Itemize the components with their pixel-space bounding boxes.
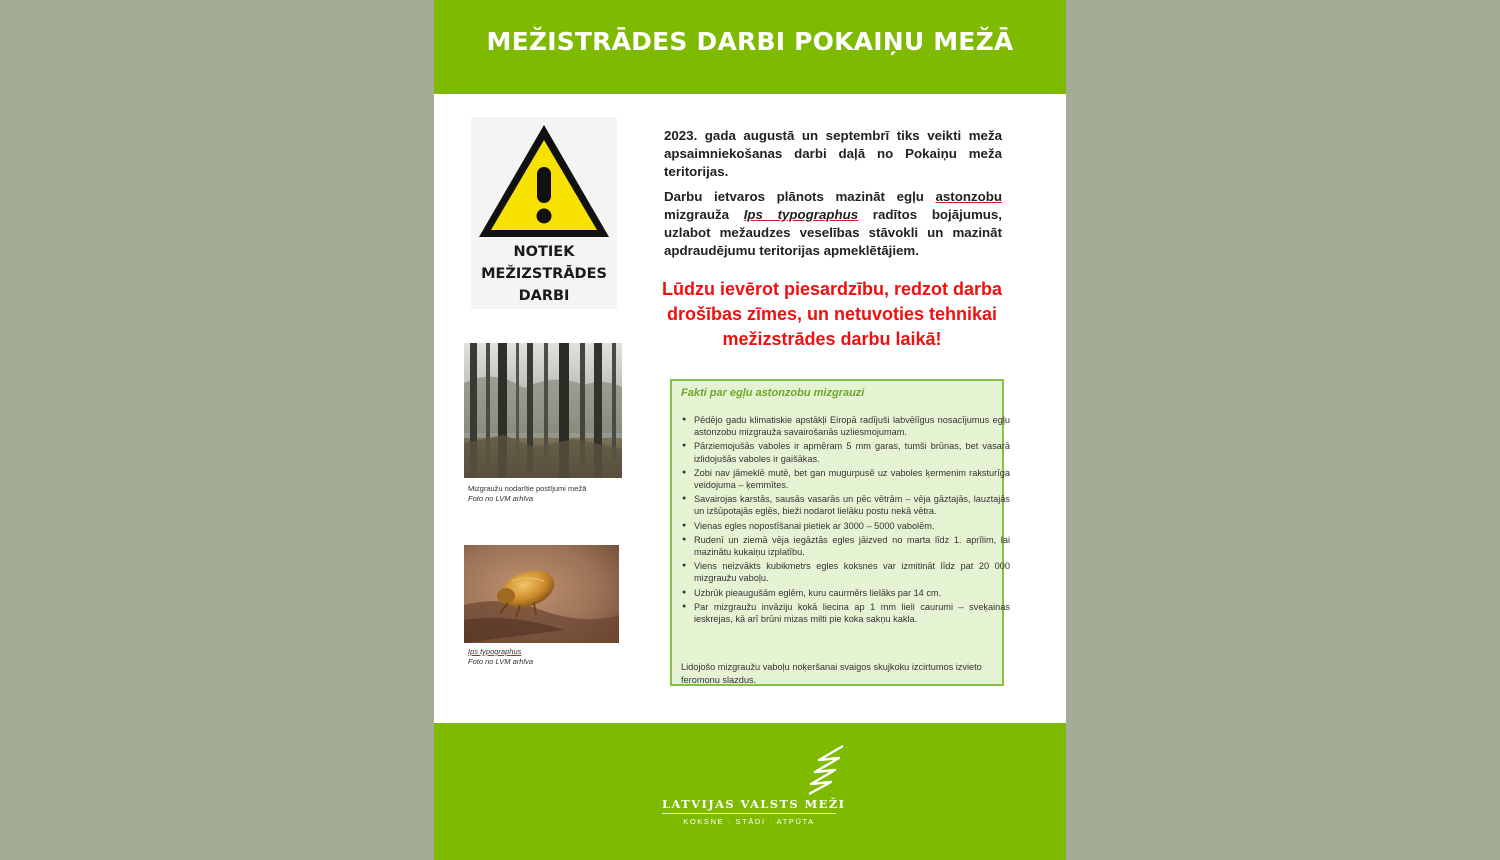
logo-divider [662, 813, 836, 814]
page-title: MEŽISTRĀDES DARBI POKAIŅU MEŽĀ [486, 26, 1014, 56]
caption-text: Mizgraužu nodarītie postījumi mežā [468, 484, 587, 493]
intro-species-name: Ips typographus [743, 207, 859, 222]
intro-paragraph: 2023. gada augustā un septembrī tiks veikti meža apsaimniekošanas darbi daļā no Pokaiņu meža teritorijas. [664, 128, 1002, 179]
photo-caption [468, 484, 586, 504]
sign-line: NOTIEK [513, 244, 575, 260]
fact-item: ● Zobi nav jāmeklē mutē, bet gan mugurpusē uz vaboles ķermenim raksturīga veidojuma – ķemmītes. [694, 467, 1016, 491]
intro-text [664, 127, 1002, 267]
fact-item: ● Viens neizvākts kubikmetrs egles koksnes var izmitināt līdz pat 20 000 mizgraužu vaboļu. [694, 560, 1016, 584]
sign-line: DARBI [518, 288, 570, 304]
warning-triangle-icon [477, 123, 611, 241]
fact-item: ● Pārziemojušās vaboles ir apmēram 5 mm garas, tumši brūnas, bet vasarā izlidojušās vaboles ir gaišākas. [694, 440, 1016, 464]
intro-paragraph [664, 188, 1002, 260]
photo-caption [468, 647, 533, 667]
intro-text-part: mizgrauža [664, 207, 744, 222]
fact-item: ● Vienas egles nopostīšanai pietiek ar 3000 – 5000 vabolēm. [694, 520, 1016, 532]
header-banner [434, 0, 1066, 94]
sign-text [471, 241, 617, 307]
warning-sign [471, 117, 617, 309]
caption-text: Ips typographus [468, 647, 522, 656]
logo-name: LATVIJAS VALSTS MEŽI [662, 797, 846, 811]
footer-banner [434, 723, 1066, 860]
poster [434, 0, 1066, 860]
lvm-tree-logo-icon [809, 744, 847, 796]
photo-credit: Foto no LVM arhīva [468, 657, 534, 666]
intro-text-part: radītos bojājumus, uzlabot mežaudzes veselības stāvokli un mazināt apdraudējumu teritorijas apmeklētājiem. [664, 207, 1002, 258]
logo-tagline: KOKSNE · STĀDI · ATPŪTA [683, 817, 815, 826]
beetle-photo [464, 545, 619, 643]
fact-item: ● Pēdējo gadu klimatiskie apstākļi Eiropā radījuši labvēlīgus nosacījumus egļu astonzobu mizgrauža savairošanās uzliesmojumam. [694, 414, 1016, 438]
photo-credit: Foto no LVM arhīva [468, 494, 534, 503]
fact-item: ● Uzbrūk pieaugušām eglēm, kuru caurmērs lielāks par 14 cm. [694, 587, 1016, 599]
sign-line: MEŽIZSTRĀDES [481, 266, 607, 282]
fact-item: ● Par mizgraužu invāziju kokā liecina ap 1 mm lieli caurumi – sveķainas ieskrejas, kā arī brūni mizas milti pie koka sakņu kakla. [694, 601, 1016, 625]
fact-item: ● Savairojas karstās, sausās vasarās un pēc vētrām – vēja gāztajās, lauztajās un izšūpotajās eglēs, bieži nodarot lielāku postu nekā vētra. [694, 493, 1016, 517]
facts-title: Fakti par egļu astonzobu mizgrauzi [681, 387, 865, 399]
fact-item: ● Rudenī un ziemā vēja iegāztās egles jāizved no marta līdz 1. aprīlim, lai mazinātu kukaiņu izplatību. [694, 534, 1016, 558]
intro-text-part: Darbu ietvaros plānots mazināt egļu [664, 189, 936, 204]
facts-note: Lidojošo mizgraužu vaboļu noķeršanai svaigos skujkoku izcirtumos izvieto feromonu slazdus. [681, 662, 982, 685]
intro-term: astonzobu [935, 189, 1002, 204]
warning-message: Lūdzu ievērot piesardzību, redzot darba drošības zīmes, un netuvoties tehnikai mežizstrādes darbu laikā! [661, 279, 1003, 349]
forest-damage-photo [464, 343, 622, 478]
facts-box [670, 379, 1010, 686]
facts-list [680, 414, 1016, 627]
